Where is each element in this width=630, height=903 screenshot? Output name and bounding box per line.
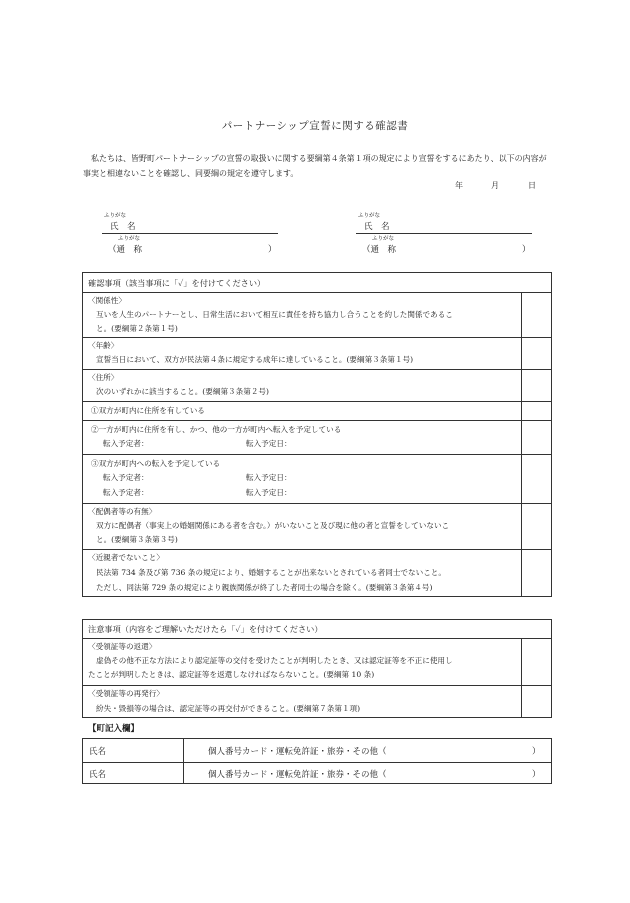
date-month-label: 月 xyxy=(491,181,499,190)
item-spouse-line1: 双方に配偶者（事実上の婚姻関係にある者を含む。）がいないこと及び現に他の者と宣誓をしていないこ xyxy=(96,521,450,530)
item-relatives-title: 〈近親者でないこと〉 xyxy=(88,553,164,562)
item-relationship-title: 〈関係性〉 xyxy=(88,296,126,305)
address-option-3-mover-label-2: 転入予定者： xyxy=(103,488,149,497)
note-return-line1: 虚偽その他不正な方法により認定証等の交付を受けたことが判明したとき、又は認定証等を不正に使用し xyxy=(96,656,453,665)
right-alias-furigana-label: ふりがな xyxy=(372,236,395,242)
office-use-table xyxy=(82,738,552,784)
address-option-1: ①双方が町内に住所を有している xyxy=(91,406,205,415)
address-option-2-date-label: 転入予定日： xyxy=(246,439,292,448)
address-option-2: ②一方が町内に住所を有し、かつ、他の一方が町内へ転入を予定している xyxy=(91,425,342,434)
right-furigana-label: ふりがな xyxy=(358,213,381,219)
left-alias-close-paren: ） xyxy=(268,245,277,255)
address-option-3: ③双方が町内への転入を予定している xyxy=(91,459,221,468)
office-row-2-name-label: 氏名 xyxy=(89,770,107,780)
item-age-line1: 宣誓当日において、双方が民法第４条に規定する成年に達していること。(要綱第３条第１号) xyxy=(96,355,414,364)
item-relationship-line1: 互いを人生のパートナーとし、日常生活において相互に責任を持ち協力し合うことを約した関係であるこ xyxy=(96,310,453,319)
address-option-3-mover-label-1: 転入予定者： xyxy=(103,473,149,482)
confirmation-table xyxy=(82,272,552,597)
note-reissue-line1: 紛失・毀損等の場合は、認定証等の再交付ができること。(要綱第７条第１項) xyxy=(96,704,361,713)
date-year-label: 年 xyxy=(455,181,463,190)
office-row-2-id-types: 個人番号カード・運転免許証・旅券・その他（ xyxy=(208,770,387,780)
office-row-1-close-paren: ） xyxy=(532,747,541,757)
item-spouse-title: 〈配偶者等の有無〉 xyxy=(88,507,157,516)
office-row-1-id-types: 個人番号カード・運転免許証・旅券・その他（ xyxy=(208,747,387,757)
item-spouse-line2: と。(要綱第３条第３号) xyxy=(96,535,178,544)
document-title: パートナーシップ宣誓に関する確認書 xyxy=(221,120,409,132)
notes-header: 注意事項（内容をご理解いただけたら「✓」を付けてください） xyxy=(88,624,323,634)
right-alias-close-paren: ） xyxy=(522,245,531,255)
right-alias-label: （通 称 xyxy=(362,245,397,255)
item-address-line1: 次のいずれかに該当すること。(要綱第３条第２号) xyxy=(96,387,269,396)
note-reissue-title: 〈受領証等の再発行〉 xyxy=(88,689,164,698)
item-relatives-line1: 民法第 734 条及び第 736 条の規定により、婚姻することが出来ないとされている者同士でないこと。 xyxy=(96,568,446,577)
date-day-label: 日 xyxy=(528,181,536,190)
left-furigana-label: ふりがな xyxy=(104,213,127,219)
item-relationship-line2: と。(要綱第２条第１号) xyxy=(96,324,178,333)
address-option-2-mover-label: 転入予定者： xyxy=(103,439,149,448)
address-option-3-date-label-1: 転入予定日： xyxy=(246,473,292,482)
left-alias-label: （通 称 xyxy=(108,245,143,255)
intro-paragraph: 私たちは、皆野町パートナーシップの宣誓の取扱いに関する要綱第４条第１項の規定により宣誓をするにあたり、以下の内容が事実と相違ないことを確認し、同要綱の規定を遵守します。 xyxy=(83,154,547,178)
notes-table xyxy=(82,619,552,718)
office-row-1-name-label: 氏名 xyxy=(89,747,107,757)
note-return-title: 〈受領証等の返還〉 xyxy=(88,642,157,651)
left-alias-furigana-label: ふりがな xyxy=(118,236,141,242)
note-return-line2: たことが判明したときは、認定証等を返還しなければならないこと。(要綱第 10 条) xyxy=(88,670,375,679)
confirmation-header: 確認事項（該当事項に「✓」を付けてください） xyxy=(88,278,266,288)
right-name-label: 氏 名 xyxy=(364,222,390,232)
office-use-heading: 【町記入欄】 xyxy=(88,724,140,734)
office-row-2-close-paren: ） xyxy=(532,770,541,780)
item-relatives-line2: ただし、同法第 729 条の規定により親族関係が終了した者同士の場合を除く。(要綱第３条第４号) xyxy=(96,583,433,592)
item-age-title: 〈年齢〉 xyxy=(88,341,119,350)
item-address-title: 〈住所〉 xyxy=(88,373,119,382)
left-name-label: 氏 名 xyxy=(110,222,136,232)
address-option-3-date-label-2: 転入予定日： xyxy=(246,488,292,497)
notes-checkbox-column-divider xyxy=(521,638,522,717)
